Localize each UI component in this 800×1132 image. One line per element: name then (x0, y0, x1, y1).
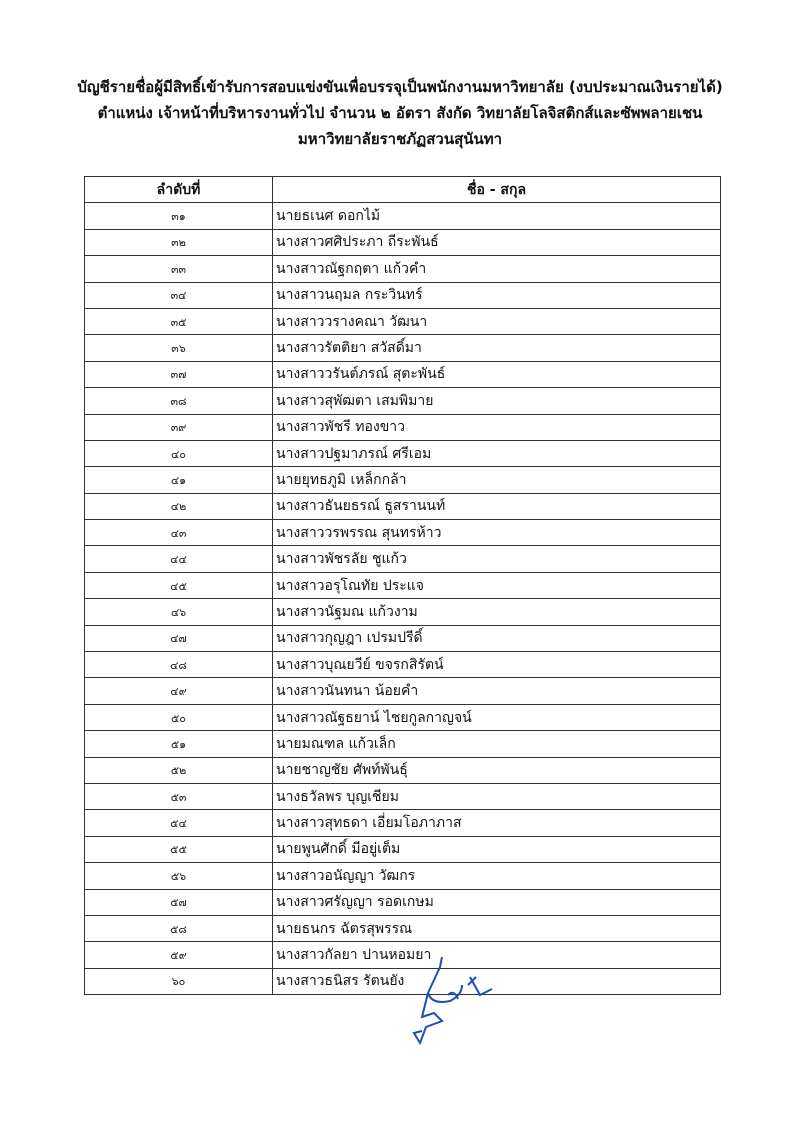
row-full-name: นางสาวสุพัฒตา เสมพิมาย (273, 388, 721, 414)
table-row (85, 836, 721, 862)
row-number: ๔๒ (85, 493, 273, 519)
table-row (85, 783, 721, 809)
row-number: ๓๓ (85, 256, 273, 282)
row-number: ๕๔ (85, 810, 273, 836)
table-row (85, 440, 721, 466)
row-number: ๔๗ (85, 625, 273, 651)
row-full-name: นางสาวสุทธดา เอี่ยมโอภาภาส (273, 810, 721, 836)
row-full-name: นางสาวนัฐมณ แก้วงาม (273, 599, 721, 625)
table-row (85, 203, 721, 229)
row-full-name: นางสาวณัฐกฤตา แก้วคำ (273, 256, 721, 282)
row-number: ๔๙ (85, 678, 273, 704)
row-number: ๓๖ (85, 335, 273, 361)
table-row (85, 704, 721, 730)
table-row (85, 599, 721, 625)
header-name: ชื่อ - สกุล (273, 177, 721, 203)
table-row (85, 546, 721, 572)
header-order: ลำดับที่ (85, 177, 273, 203)
table-row (85, 361, 721, 387)
row-full-name: นางสาววรพรรณ สุนทรห้าว (273, 520, 721, 546)
row-number: ๓๑ (85, 203, 273, 229)
row-number: ๓๔ (85, 282, 273, 308)
row-full-name: นางสาวบุณยวีย์ ขจรกสิรัตน์ (273, 652, 721, 678)
row-full-name: นางสาวศรัญญา รอดเกษม (273, 889, 721, 915)
table-row (85, 414, 721, 440)
row-full-name: นางสาวกัลยา ปานหอมยา (273, 942, 721, 968)
row-number: ๓๕ (85, 308, 273, 334)
table-row (85, 467, 721, 493)
table-row (85, 335, 721, 361)
row-full-name: นายธนกร ฉัตรสุพรรณ (273, 915, 721, 941)
candidate-table (84, 176, 721, 995)
row-full-name: นายมณฑล แก้วเล็ก (273, 731, 721, 757)
table-row (85, 256, 721, 282)
table-row (85, 915, 721, 941)
row-number: ๔๘ (85, 652, 273, 678)
table-row (85, 810, 721, 836)
table-row (85, 678, 721, 704)
row-full-name: นางสาวปฐมาภรณ์ ศรีเอม (273, 440, 721, 466)
row-number: ๖๐ (85, 968, 273, 994)
table-row (85, 520, 721, 546)
row-number: ๓๙ (85, 414, 273, 440)
table-row (85, 757, 721, 783)
row-full-name: นางสาวณัฐธยาน์ ไชยกูลกาญจน์ (273, 704, 721, 730)
row-full-name: นางธวัลพร บุญเชียม (273, 783, 721, 809)
row-number: ๔๕ (85, 572, 273, 598)
document-title-line-1: บัญชีรายชื่อผู้มีสิทธิ์เข้ารับการสอบแข่งขันเพื่อบรรจุเป็นพนักงานมหาวิทยาลัย (งบประมาณเงินรายได้) (77, 78, 723, 96)
row-number: ๕๕ (85, 836, 273, 862)
table-row (85, 282, 721, 308)
row-full-name: นายธเนศ ดอกไม้ (273, 203, 721, 229)
row-full-name: นางสาวรัตติยา สวัสดิ์มา (273, 335, 721, 361)
row-full-name: นางสาวธนิสร รัตนยัง (273, 968, 721, 994)
table-row (85, 652, 721, 678)
row-number: ๔๓ (85, 520, 273, 546)
row-number: ๕๑ (85, 731, 273, 757)
table-row (85, 731, 721, 757)
document-title-line-2: ตำแหน่ง เจ้าหน้าที่บริหารงานทั่วไป จำนวน ๒ อัตรา สังกัด วิทยาลัยโลจิสติกส์และซัพพลายเชน (97, 104, 703, 122)
row-number: ๔๐ (85, 440, 273, 466)
row-full-name: นายชาญชัย ศัพท์พันธุ์ (273, 757, 721, 783)
table-row (85, 625, 721, 651)
row-number: ๕๗ (85, 889, 273, 915)
row-number: ๕๘ (85, 915, 273, 941)
table-row (85, 863, 721, 889)
row-full-name: นางสาวนฤมล กระวินทร์ (273, 282, 721, 308)
row-number: ๔๖ (85, 599, 273, 625)
row-full-name: นางสาวอนัญญา วัฒกร (273, 863, 721, 889)
row-full-name: นางสาวพัชรี ทองขาว (273, 414, 721, 440)
row-number: ๓๗ (85, 361, 273, 387)
row-full-name: นางสาวนันทนา น้อยคำ (273, 678, 721, 704)
row-full-name: นายยุทธภูมิ เหล็กกล้า (273, 467, 721, 493)
row-number: ๔๑ (85, 467, 273, 493)
table-row (85, 229, 721, 255)
row-number: ๕๐ (85, 704, 273, 730)
row-number: ๕๓ (85, 783, 273, 809)
document-title-line-3: มหาวิทยาลัยราชภัฏสวนสุนันทา (297, 130, 503, 148)
row-full-name: นางสาวกุญฎา เปรมปรีดิ์ (273, 625, 721, 651)
table-header-row (85, 177, 721, 203)
row-number: ๕๙ (85, 942, 273, 968)
table-row (85, 493, 721, 519)
row-number: ๔๔ (85, 546, 273, 572)
row-number: ๕๒ (85, 757, 273, 783)
row-full-name: นางสาววรันต์ภรณ์ สุตะพันธ์ (273, 361, 721, 387)
signature-icon (400, 955, 510, 1055)
row-full-name: นางสาวพัชรลัย ชูแก้ว (273, 546, 721, 572)
row-number: ๓๘ (85, 388, 273, 414)
row-full-name: นางสาววรางคณา วัฒนา (273, 308, 721, 334)
row-full-name: นางสาวอรุโณทัย ประแจ (273, 572, 721, 598)
row-number: ๕๖ (85, 863, 273, 889)
row-full-name: นางสาวธันยธรณ์ ธูสรานนท์ (273, 493, 721, 519)
table-row (85, 388, 721, 414)
table-row (85, 572, 721, 598)
row-full-name: นางสาวศศิประภา ถีระพันธ์ (273, 229, 721, 255)
row-full-name: นายพูนศักดิ์ มีอยู่เต็ม (273, 836, 721, 862)
table-row (85, 889, 721, 915)
table-row (85, 308, 721, 334)
row-number: ๓๒ (85, 229, 273, 255)
